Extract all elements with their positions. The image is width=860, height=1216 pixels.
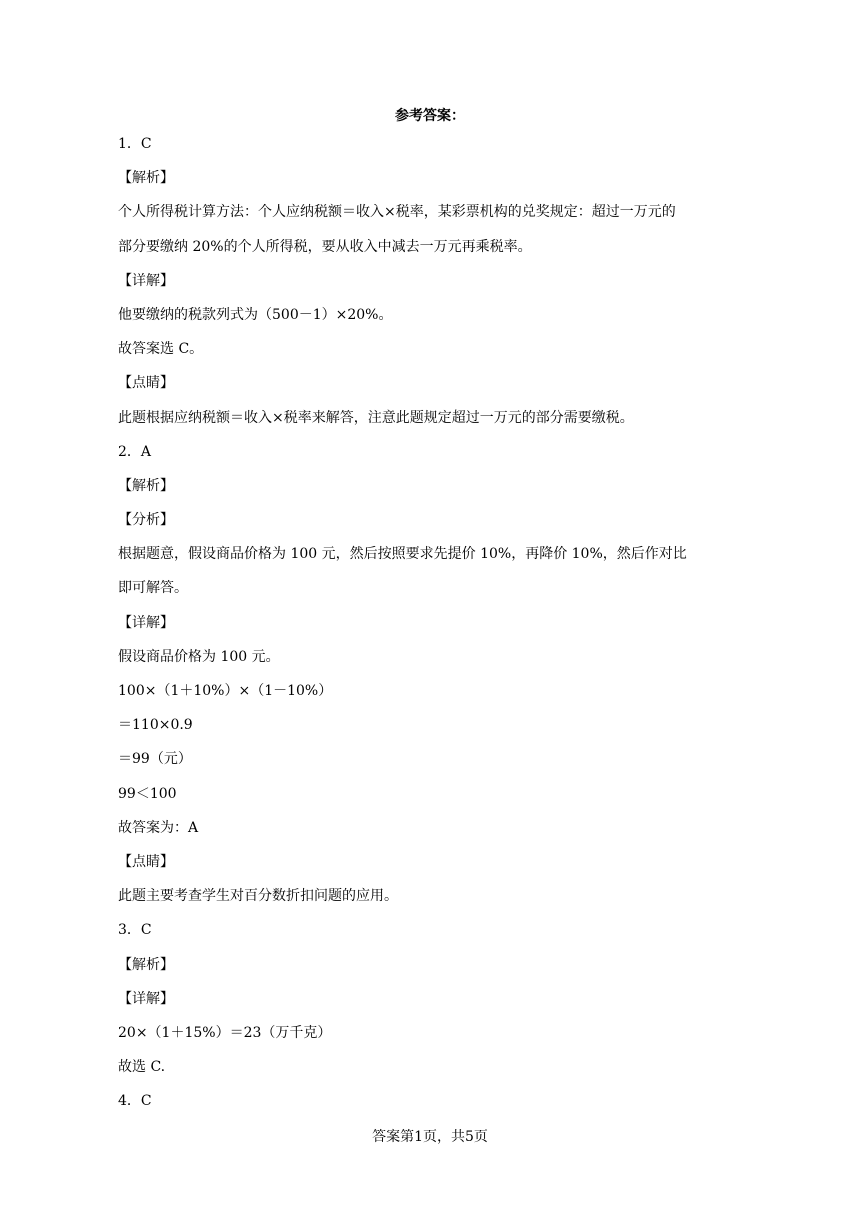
text-line: 【点睛】 — [118, 853, 174, 870]
text-line: 【详解】 — [118, 614, 174, 631]
text-line: 2．A — [118, 443, 152, 460]
text-line: 此题主要考查学生对百分数折扣问题的应用。 — [118, 888, 398, 905]
text-line: 3．C — [118, 922, 152, 939]
text-line: 【解析】 — [118, 477, 174, 494]
text-line: 【详解】 — [118, 990, 174, 1007]
text-line: 故答案为：A — [118, 819, 199, 836]
answer-body — [118, 134, 738, 1125]
text-line: ＝110×0.9 — [118, 717, 193, 734]
page-title: 参考答案： — [395, 108, 465, 124]
text-line: 个人所得税计算方法：个人应纳税额＝收入×税率，某彩票机构的兑奖规定：超过一万元的 — [118, 204, 676, 221]
text-line: 根据题意，假设商品价格为 100 元，然后按照要求先提价 10%，再降价 10%，然后作对比 — [118, 546, 687, 563]
text-line: 故答案选 C。 — [118, 341, 204, 358]
page-footer: 答案第1页，共5页 — [372, 1129, 488, 1145]
text-line: 假设商品价格为 100 元。 — [118, 648, 280, 665]
text-line: 【解析】 — [118, 170, 174, 187]
text-line: 100×（1＋10%）×（1－10%） — [118, 683, 333, 699]
text-line: 【分析】 — [118, 512, 174, 529]
text-line: 故选 C. — [118, 1059, 166, 1076]
text-line: 即可解答。 — [118, 580, 188, 597]
text-line: 【详解】 — [118, 272, 174, 289]
text-line: ＝99（元） — [118, 751, 192, 768]
text-line: 此题根据应纳税额＝收入×税率来解答，注意此题规定超过一万元的部分需要缴税。 — [118, 409, 634, 426]
text-line: 20×（1＋15%）＝23（万千克） — [118, 1024, 332, 1041]
text-line: 部分要缴纳 20%的个人所得税，要从收入中减去一万元再乘税率。 — [118, 238, 532, 255]
text-line: 4．C — [118, 1093, 152, 1110]
text-line: 1．C — [118, 136, 152, 152]
text-line: 99＜100 — [118, 785, 177, 802]
text-line: 【解析】 — [118, 956, 174, 973]
text-line: 【点睛】 — [118, 375, 174, 392]
text-line: 他要缴纳的税款列式为（500－1）×20%。 — [118, 306, 393, 323]
